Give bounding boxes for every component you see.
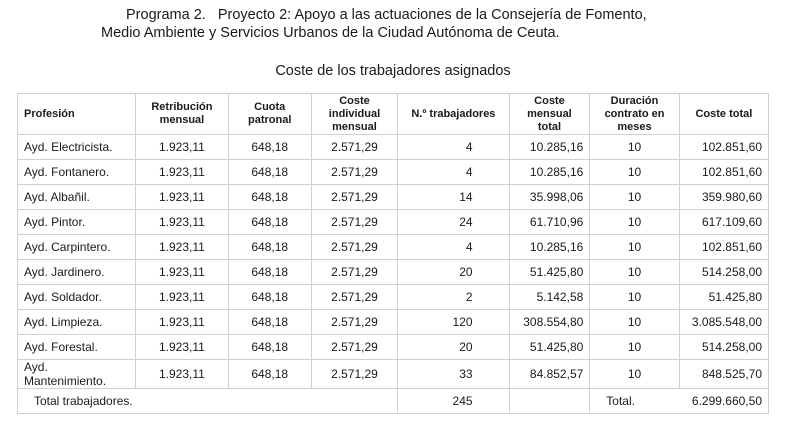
heading-line-2: Medio Ambiente y Servicios Urbanos de la Ciudad Autónoma de Ceuta.	[101, 25, 560, 41]
column-header: N.º trabajadores	[398, 94, 509, 135]
duration-cell: 10	[590, 135, 679, 160]
total-cost-cell: 102.851,60	[679, 160, 768, 185]
duration-cell: 10	[590, 185, 679, 210]
profession-cell: Ayd. Pintor.	[18, 210, 136, 235]
monthly-total-cell: 308.554,80	[509, 310, 590, 335]
table-row	[18, 235, 769, 260]
individual-cost-cell: 2.571,29	[311, 210, 397, 235]
profession-cell: Ayd. Soldador.	[18, 285, 136, 310]
table-header-row	[18, 94, 769, 135]
table-row	[18, 310, 769, 335]
profession-cell: Ayd. Electricista.	[18, 135, 136, 160]
totals-label: Total trabajadores.	[18, 389, 398, 414]
salary-cell: 1.923,11	[136, 335, 229, 360]
duration-cell: 10	[590, 160, 679, 185]
profession-cell: Ayd. Limpieza.	[18, 310, 136, 335]
heading-line-1: Programa 2. Proyecto 2: Apoyo a las actuaciones de la Consejería de Fomento,	[126, 7, 647, 23]
total-cost-cell: 617.109,60	[679, 210, 768, 235]
total-cost-cell: 848.525,70	[679, 360, 768, 389]
monthly-total-cell: 51.425,80	[509, 260, 590, 285]
profession-cell: Ayd. Mantenimiento.	[18, 360, 136, 389]
workers-cell: 20	[398, 335, 509, 360]
individual-cost-cell: 2.571,29	[311, 285, 397, 310]
monthly-total-cell: 10.285,16	[509, 160, 590, 185]
individual-cost-cell: 2.571,29	[311, 135, 397, 160]
total-cost-cell: 3.085.548,00	[679, 310, 768, 335]
salary-cell: 1.923,11	[136, 360, 229, 389]
profession-cell: Ayd. Fontanero.	[18, 160, 136, 185]
table-row	[18, 335, 769, 360]
profession-cell: Ayd. Forestal.	[18, 335, 136, 360]
duration-cell: 10	[590, 335, 679, 360]
monthly-total-cell: 35.998,06	[509, 185, 590, 210]
table-row	[18, 160, 769, 185]
employer-fee-cell: 648,18	[228, 235, 311, 260]
document-heading	[0, 6, 800, 42]
individual-cost-cell: 2.571,29	[311, 360, 397, 389]
table-row	[18, 360, 769, 389]
duration-cell: 10	[590, 285, 679, 310]
workers-cell: 33	[398, 360, 509, 389]
monthly-total-cell: 10.285,16	[509, 235, 590, 260]
total-cost-cell: 514.258,00	[679, 335, 768, 360]
workers-cell: 4	[398, 160, 509, 185]
totals-row	[18, 389, 769, 414]
monthly-total-cell: 5.142,58	[509, 285, 590, 310]
salary-cell: 1.923,11	[136, 285, 229, 310]
individual-cost-cell: 2.571,29	[311, 160, 397, 185]
individual-cost-cell: 2.571,29	[311, 260, 397, 285]
salary-cell: 1.923,11	[136, 160, 229, 185]
employer-fee-cell: 648,18	[228, 210, 311, 235]
profession-cell: Ayd. Carpintero.	[18, 235, 136, 260]
table-row	[18, 135, 769, 160]
employer-fee-cell: 648,18	[228, 360, 311, 389]
column-header: Coste mensual total	[509, 94, 590, 135]
column-header: Duración contrato en meses	[590, 94, 679, 135]
individual-cost-cell: 2.571,29	[311, 335, 397, 360]
workers-cell: 4	[398, 235, 509, 260]
table-row	[18, 285, 769, 310]
column-header: Coste total	[679, 94, 768, 135]
total-cost-cell: 102.851,60	[679, 235, 768, 260]
individual-cost-cell: 2.571,29	[311, 310, 397, 335]
duration-cell: 10	[590, 260, 679, 285]
column-header: Profesión	[18, 94, 136, 135]
duration-cell: 10	[590, 235, 679, 260]
total-cost-cell: 102.851,60	[679, 135, 768, 160]
profession-cell: Ayd. Albañil.	[18, 185, 136, 210]
workers-cell: 2	[398, 285, 509, 310]
workers-cell: 120	[398, 310, 509, 335]
workers-cell: 20	[398, 260, 509, 285]
duration-cell: 10	[590, 310, 679, 335]
workers-cell: 4	[398, 135, 509, 160]
salary-cell: 1.923,11	[136, 135, 229, 160]
duration-cell: 10	[590, 210, 679, 235]
individual-cost-cell: 2.571,29	[311, 235, 397, 260]
total-cost-cell: 359.980,60	[679, 185, 768, 210]
table-row	[18, 260, 769, 285]
totals-total-label: Total.	[590, 389, 679, 414]
employer-fee-cell: 648,18	[228, 135, 311, 160]
workers-cell: 14	[398, 185, 509, 210]
employer-fee-cell: 648,18	[228, 285, 311, 310]
salary-cell: 1.923,11	[136, 310, 229, 335]
salary-cell: 1.923,11	[136, 260, 229, 285]
salary-cell: 1.923,11	[136, 210, 229, 235]
column-header: Retribución mensual	[136, 94, 229, 135]
employer-fee-cell: 648,18	[228, 260, 311, 285]
totals-total-cost: 6.299.660,50	[679, 389, 768, 414]
table-row	[18, 185, 769, 210]
duration-cell: 10	[590, 360, 679, 389]
totals-workers: 245	[398, 389, 509, 414]
individual-cost-cell: 2.571,29	[311, 185, 397, 210]
table-row	[18, 210, 769, 235]
total-cost-cell: 51.425,80	[679, 285, 768, 310]
monthly-total-cell: 61.710,96	[509, 210, 590, 235]
monthly-total-cell: 51.425,80	[509, 335, 590, 360]
workers-cell: 24	[398, 210, 509, 235]
cost-table	[17, 93, 769, 414]
employer-fee-cell: 648,18	[228, 160, 311, 185]
employer-fee-cell: 648,18	[228, 335, 311, 360]
employer-fee-cell: 648,18	[228, 310, 311, 335]
table-title: Coste de los trabajadores asignados	[275, 63, 511, 79]
employer-fee-cell: 648,18	[228, 185, 311, 210]
monthly-total-cell: 10.285,16	[509, 135, 590, 160]
profession-cell: Ayd. Jardinero.	[18, 260, 136, 285]
totals-empty-cell	[509, 389, 590, 414]
column-header: Coste individual mensual	[311, 94, 397, 135]
salary-cell: 1.923,11	[136, 235, 229, 260]
salary-cell: 1.923,11	[136, 185, 229, 210]
monthly-total-cell: 84.852,57	[509, 360, 590, 389]
total-cost-cell: 514.258,00	[679, 260, 768, 285]
column-header: Cuota patronal	[228, 94, 311, 135]
